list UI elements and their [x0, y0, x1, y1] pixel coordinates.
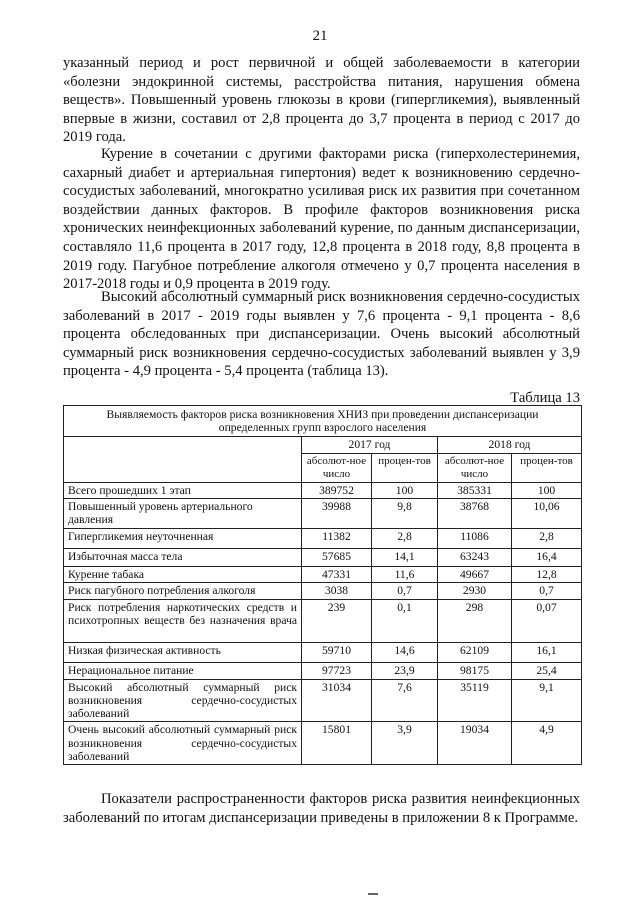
pct-2017-cell: 9,8	[372, 499, 438, 528]
body-text-1	[63, 54, 580, 147]
table-title-row	[64, 406, 582, 437]
row-label: Риск потребления наркотических средств и психотропных веществ без назначения врача	[64, 599, 302, 642]
pct-2018-cell: 0,07	[512, 599, 582, 642]
abs-2017-cell: 31034	[302, 679, 372, 722]
table-row	[64, 599, 582, 642]
abs-2017-cell: 47331	[302, 566, 372, 582]
abs-2018-cell: 298	[438, 599, 512, 642]
row-label: Риск пагубного потребления алкоголя	[64, 582, 302, 599]
abs-2017-cell: 59710	[302, 642, 372, 662]
risk-factors-table	[63, 405, 582, 765]
paragraph-2: Курение в сочетании с другими факторами риска (гиперхолестеринемия, сахарный диабет и артериальная гипертония) ведет к возникновению сердечно-сосудистых заболеваний, многократно усиливая риск их развития при сочетанном воздействии данных факторов. В профиле факторов возникновения риска хронических неинфекционных заболеваний курение, по данным диспансеризации, составляло 11,6 процента в 2017 году, 12,8 процента в 2018 году, 8,8 процента в 2019 году. Пагубное потребление алкоголя отмечено у 0,7 процента населения в 2017-2018 годы и 0,9 процента в 2019 году.	[63, 146, 580, 293]
abs-2017-cell: 11382	[302, 528, 372, 548]
table-row	[64, 722, 582, 765]
pct-2018-cell: 4,9	[512, 722, 582, 765]
row-label: Высокий абсолютный суммарный риск возникновения сердечно-сосудистых заболеваний	[64, 679, 302, 722]
abs-2018-cell: 35119	[438, 679, 512, 722]
paragraph-3: Высокий абсолютный суммарный риск возникновения сердечно-сосудистых заболеваний в 2017 - 2019 годы выявлен у 7,6 процента - 9,1 процента - 8,6 процента обследованных при диспансеризации. Очень высокий абсолютный суммарный риск возникновения сердечно-сосудистых заболеваний выявлен у 3,9 процента - 4,9 процента - 5,4 процента (таблица 13).	[63, 289, 580, 380]
row-label: Гипергликемия неуточненная	[64, 528, 302, 548]
paragraph-1: указанный период и рост первичной и общей заболеваемости в категории «болезни эндокринной системы, расстройства питания, нарушения обмена веществ». Повышенный уровень глюкозы в крови (гипергликемия), выявленный впервые в жизни, составил от 2,8 процента до 3,7 процента в период с 2017 до 2019 года.	[63, 55, 580, 146]
body-text-final	[63, 790, 580, 827]
abs-2017-cell: 389752	[302, 483, 372, 499]
pct-2018-cell: 100	[512, 483, 582, 499]
pct-2017-cell: 14,1	[372, 548, 438, 566]
pct-2018-cell: 2,8	[512, 528, 582, 548]
pct-2017-cell: 23,9	[372, 662, 438, 679]
pct-2017-cell: 0,1	[372, 599, 438, 642]
row-label: Нерациональное питание	[64, 662, 302, 679]
pct-2017-cell: 3,9	[372, 722, 438, 765]
table-row	[64, 548, 582, 566]
subheader-pct-2017: процен-тов	[372, 453, 438, 482]
table-header-blank	[64, 437, 302, 483]
table-year-row	[64, 437, 582, 453]
abs-2018-cell: 38768	[438, 499, 512, 528]
table-title: Выявляемость факторов риска возникновения ХНИЗ при проведении диспансеризации определенных групп взрослого населения	[64, 406, 582, 437]
table-caption: Таблица 13	[510, 390, 580, 406]
abs-2017-cell: 239	[302, 599, 372, 642]
pct-2017-cell: 100	[372, 483, 438, 499]
abs-2017-cell: 57685	[302, 548, 372, 566]
pct-2017-cell: 14,6	[372, 642, 438, 662]
row-label: Низкая физическая активность	[64, 642, 302, 662]
table-row	[64, 679, 582, 722]
abs-2018-cell: 98175	[438, 662, 512, 679]
abs-2018-cell: 19034	[438, 722, 512, 765]
abs-2017-cell: 3038	[302, 582, 372, 599]
row-label: Очень высокий абсолютный суммарный риск возникновения сердечно-сосудистых заболеваний	[64, 722, 302, 765]
table-row	[64, 483, 582, 499]
pct-2017-cell: 2,8	[372, 528, 438, 548]
row-label: Избыточная масса тела	[64, 548, 302, 566]
table-row	[64, 642, 582, 662]
pct-2018-cell: 12,8	[512, 566, 582, 582]
paragraph-final: Показатели распространенности факторов риска развития неинфекционных заболеваний по итогам диспансеризации приведены в приложении 8 к Программе.	[63, 791, 580, 826]
abs-2018-cell: 2930	[438, 582, 512, 599]
pct-2018-cell: 0,7	[512, 582, 582, 599]
row-label: Курение табака	[64, 566, 302, 582]
pct-2017-cell: 0,7	[372, 582, 438, 599]
body-text-3	[63, 288, 580, 381]
abs-2018-cell: 62109	[438, 642, 512, 662]
pct-2017-cell: 7,6	[372, 679, 438, 722]
pct-2017-cell: 11,6	[372, 566, 438, 582]
table-row	[64, 566, 582, 582]
pct-2018-cell: 25,4	[512, 662, 582, 679]
year-2018-header: 2018 год	[438, 437, 582, 453]
subheader-pct-2018: процен-тов	[512, 453, 582, 482]
table-row	[64, 528, 582, 548]
table-row	[64, 582, 582, 599]
body-text-2	[63, 145, 580, 294]
table-row	[64, 662, 582, 679]
abs-2018-cell: 63243	[438, 548, 512, 566]
abs-2018-cell: 11086	[438, 528, 512, 548]
subheader-abs-2017: абсолют-ное число	[302, 453, 372, 482]
page-footer-mark	[368, 893, 378, 895]
table-row	[64, 499, 582, 528]
abs-2018-cell: 49667	[438, 566, 512, 582]
page-number: 21	[312, 28, 328, 44]
row-label: Повышенный уровень артериального давления	[64, 499, 302, 528]
year-2017-header: 2017 год	[302, 437, 438, 453]
abs-2017-cell: 15801	[302, 722, 372, 765]
row-label: Всего прошедших 1 этап	[64, 483, 302, 499]
subheader-abs-2018: абсолют-ное число	[438, 453, 512, 482]
pct-2018-cell: 16,1	[512, 642, 582, 662]
pct-2018-cell: 16,4	[512, 548, 582, 566]
pct-2018-cell: 10,06	[512, 499, 582, 528]
pct-2018-cell: 9,1	[512, 679, 582, 722]
abs-2017-cell: 97723	[302, 662, 372, 679]
abs-2018-cell: 385331	[438, 483, 512, 499]
abs-2017-cell: 39988	[302, 499, 372, 528]
